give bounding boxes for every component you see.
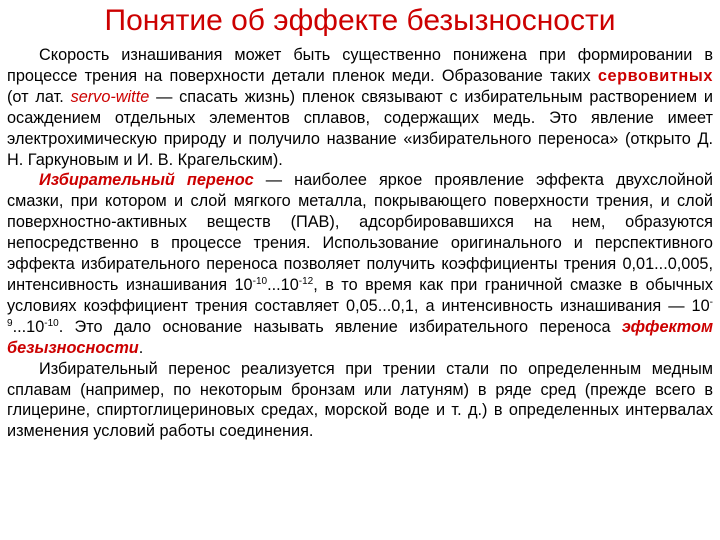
- exponent-4: -10: [44, 317, 59, 329]
- paragraph-2-text-c: , в то время как при граничной смазке в обычных условиях коэффициент трения составляет 0,05...0,1, а интенсивность изнашивания — 10: [7, 275, 713, 315]
- paragraph-2-text-e: . Это дало основание называть явление избирательного переноса: [58, 317, 622, 336]
- term-wearlessness-effect: эффектом безызносности: [7, 317, 713, 357]
- paragraph-2-text-f: .: [138, 338, 144, 357]
- paragraph-1-text-b: (от лат.: [7, 87, 71, 106]
- paragraph-2: [7, 170, 713, 358]
- exponent-2: -12: [298, 275, 314, 287]
- paragraph-2-text-a: — наиболее яркое проявление эффекта двухслойной смазки, при котором и слой мягкого металла, покрывающего поверхности трения, и слой поверхностно-активных веществ (ПАВ), адсорбировавшихся на нем, образуются непосредственно в процессе трения. Использование оригинального и перспективного эффекта избирательного переноса позволяет получить коэффициенты трения 0,01...0,005, интенсивность изнашивания 10: [7, 171, 713, 294]
- exponent-3: -9: [7, 296, 713, 329]
- paragraph-1-text-c: — спасать жизнь) пленок связывают с избирательным растворением и осаждением отдельных элементов сплавов, содержащих медь. Это явление имеет электрохимическую природу и получило название «избирательного переноса» (открыто Д. Н. Гаркуновым и И. В. Крагельским).: [7, 87, 714, 169]
- paragraph-1-text-a: Скорость изнашивания может быть существенно понижена при формировании в процессе трения на поверхности детали пленок меди. Образование таких: [7, 46, 713, 85]
- slide-body: [7, 45, 713, 442]
- paragraph-2-text-b: ...10: [267, 275, 299, 294]
- term-selective-transfer: Избирательный перенос: [39, 171, 254, 190]
- paragraph-1: [7, 45, 713, 170]
- paragraph-2-text-d: ...10: [12, 317, 45, 336]
- latin-term: servo-witte: [70, 87, 150, 106]
- paragraph-3: Избирательный перенос реализуется при трении стали по определенным медным сплавам (например, по некоторым бронзам или латуням) в ряде сред (прежде всего в глицерине, спиртоглицериновых средах, морской воде и т. д.) в определенных интервалах изменения условий работы соединения.: [7, 359, 713, 441]
- slide-title: Понятие об эффекте безызносности: [104, 4, 616, 37]
- exponent-1: -10: [252, 275, 268, 287]
- term-servovitnye: сервовитных: [597, 66, 713, 85]
